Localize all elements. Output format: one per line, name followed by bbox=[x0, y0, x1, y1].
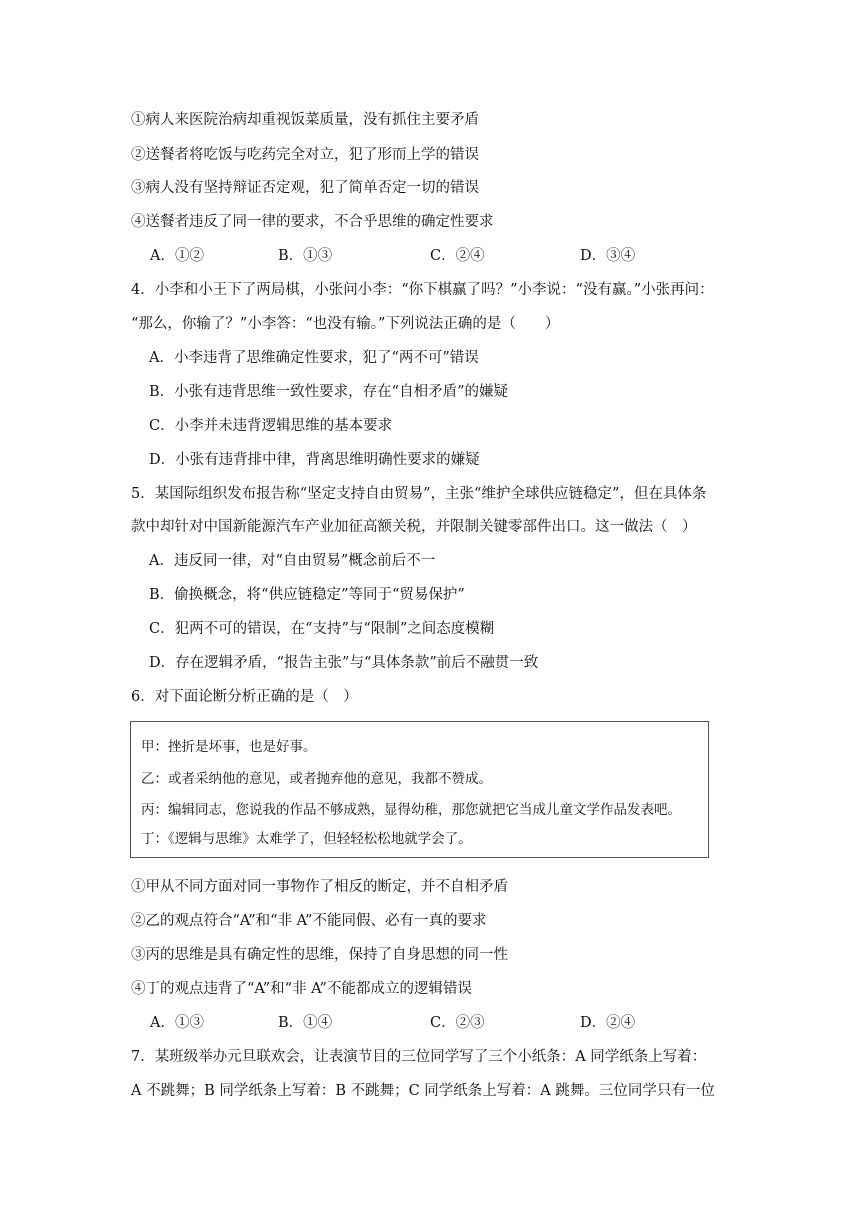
q6-statement-1: ①甲从不同方面对同一事物作了相反的断定，并不自相矛盾 bbox=[131, 879, 508, 895]
q6-box-line-yi: 乙：或者采纳他的意见，或者抛弃他的意见，我都不赞成。 bbox=[141, 771, 492, 787]
q4-option-c[interactable]: C．小李并未违背逻辑思维的基本要求 bbox=[149, 418, 393, 434]
q4-stem-line-1: 4．小李和小王下了两局棋，小张问小李：“你下棋赢了吗？”小李说：“没有赢。”小张再问： bbox=[131, 282, 714, 298]
q6-box-line-bing: 丙：编辑同志，您说我的作品不够成熟，显得幼稚，那您就把它当成儿童文学作品发表吧。 bbox=[141, 802, 681, 818]
q6-option-d[interactable]: D．②④ bbox=[580, 1015, 636, 1031]
q4-option-b[interactable]: B．小张有违背思维一致性要求，存在“自相矛盾”的嫌疑 bbox=[149, 384, 508, 400]
q6-box-line-jia: 甲：挫折是坏事，也是好事。 bbox=[141, 739, 317, 755]
q4-option-d[interactable]: D．小张有违背排中律，背离思维明确性要求的嫌疑 bbox=[149, 452, 480, 468]
q3-options bbox=[150, 246, 770, 266]
q5-option-a[interactable]: A．违反同一律，对“自由贸易”概念前后不一 bbox=[149, 553, 436, 569]
q6-option-c[interactable]: C．②③ bbox=[430, 1015, 485, 1031]
q7-stem-line-2: A 不跳舞；B 同学纸条上写着：B 不跳舞；C 同学纸条上写着：A 跳舞。三位同学只有一位 bbox=[131, 1083, 715, 1099]
q3-option-d[interactable]: D．③④ bbox=[580, 248, 636, 264]
q6-statement-box bbox=[130, 721, 709, 858]
q3-statement-3: ③病人没有坚持辩证否定观，犯了简单否定一切的错误 bbox=[131, 180, 479, 196]
q3-option-a[interactable]: A．①② bbox=[150, 248, 204, 264]
q6-options bbox=[150, 1013, 770, 1033]
q3-statement-2: ②送餐者将吃饭与吃药完全对立，犯了形而上学的错误 bbox=[131, 147, 479, 163]
q6-stem: 6．对下面论断分析正确的是（ ） bbox=[131, 689, 358, 705]
q6-option-a[interactable]: A．①③ bbox=[150, 1015, 204, 1031]
q3-option-b[interactable]: B．①③ bbox=[278, 248, 333, 264]
q6-option-b[interactable]: B．①④ bbox=[278, 1015, 333, 1031]
q6-statement-3: ③丙的思维是具有确定性的思维，保持了自身思想的同一性 bbox=[131, 947, 508, 963]
q3-statement-4: ④送餐者违反了同一律的要求，不合乎思维的确定性要求 bbox=[131, 214, 494, 230]
q5-option-c[interactable]: C．犯两不可的错误，在“支持”与“限制”之间态度模糊 bbox=[149, 621, 495, 637]
q6-statement-2: ②乙的观点符合“A”和“非 A”不能同假、必有一真的要求 bbox=[131, 913, 487, 929]
q6-statement-4: ④丁的观点违背了“A”和“非 A”不能都成立的逻辑错误 bbox=[131, 981, 472, 997]
q5-option-d[interactable]: D．存在逻辑矛盾，“报告主张”与“具体条款”前后不融贯一致 bbox=[149, 655, 539, 671]
q6-box-line-ding: 丁：《逻辑与思维》太难学了，但轻轻松松地就学会了。 bbox=[141, 831, 472, 847]
q5-stem-line-2: 款中却针对中国新能源汽车产业加征高额关税，并限制关键零部件出口。这一做法（ ） bbox=[131, 519, 697, 535]
q5-stem-line-1: 5．某国际组织发布报告称“坚定支持自由贸易”，主张“维护全球供应链稳定”，但在具体条 bbox=[131, 486, 707, 502]
q4-stem-line-2: “那么，你输了？”小李答：“也没有输。”下列说法正确的是（ ） bbox=[131, 316, 560, 332]
q5-option-b[interactable]: B．偷换概念，将“供应链稳定”等同于“贸易保护” bbox=[149, 587, 465, 603]
q3-statement-1: ①病人来医院治病却重视饭菜质量，没有抓住主要矛盾 bbox=[131, 112, 479, 128]
q4-option-a[interactable]: A．小李违背了思维确定性要求，犯了“两不可”错误 bbox=[149, 350, 479, 366]
q7-stem-line-1: 7．某班级举办元旦联欢会，让表演节目的三位同学写了三个小纸条：A 同学纸条上写着： bbox=[131, 1049, 707, 1065]
q3-option-c[interactable]: C．②④ bbox=[430, 248, 485, 264]
